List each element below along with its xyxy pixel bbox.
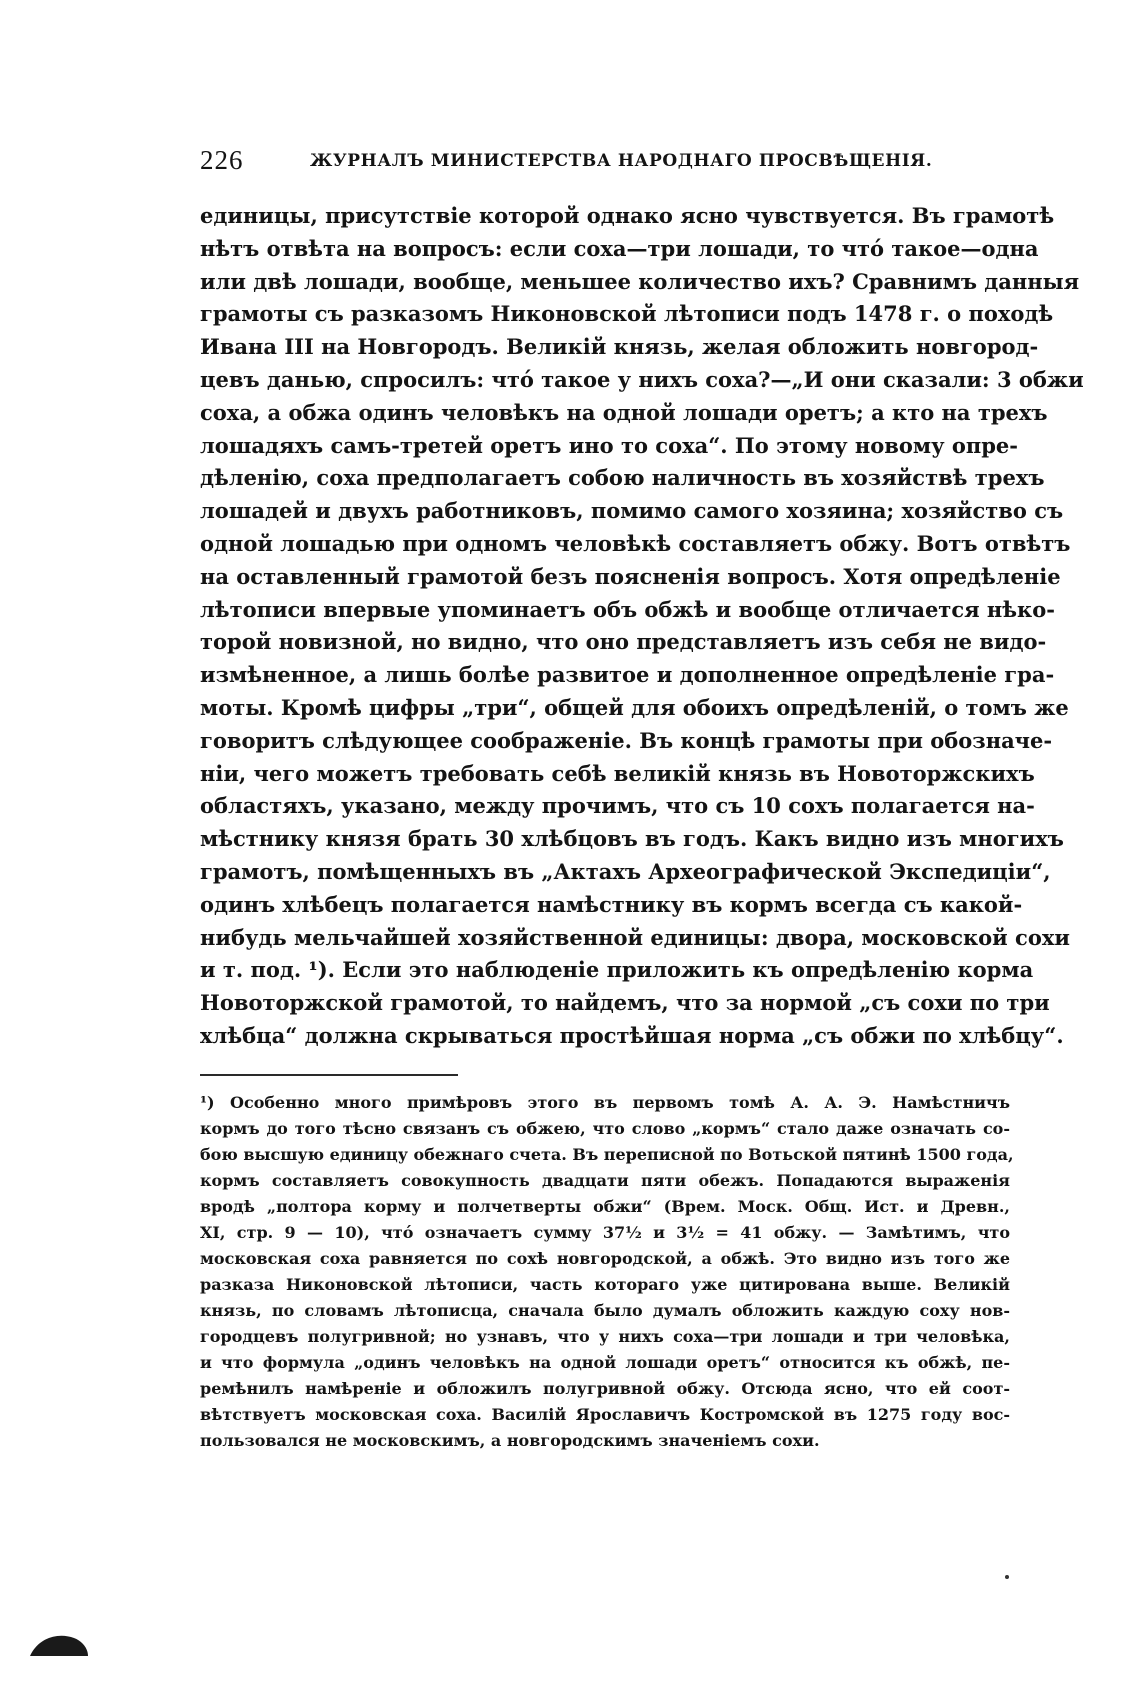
text-line: говоритъ слѣдующее соображеніе. Въ концѣ грамоты при обозначе- xyxy=(200,727,1053,753)
footnote-line: вродѣ „полтора корму и полчетверты обжи“ (Врем. Моск. Общ. Ист. и Древн., xyxy=(200,1197,1010,1216)
text-line: нѣтъ отвѣта на вопросъ: если соха—три лошади, то что́ такое—одна xyxy=(200,235,1039,261)
footnote-line: бою высшую единицу обежнаго счета. Въ переписной по Вотьской пятинѣ 1500 года, xyxy=(200,1145,1014,1164)
text-line: единицы, присутствіе которой однако ясно чувствуется. Въ грамотѣ xyxy=(200,203,1055,228)
footnote-line: городцевъ полугривной; но узнавъ, что у нихъ соха—три лошади и три человѣка, xyxy=(200,1327,1010,1346)
text-line: мѣстнику князя брать 30 хлѣбцовъ въ годъ. Какъ видно изъ многихъ xyxy=(200,826,1064,852)
main-text xyxy=(200,200,1084,1053)
running-head xyxy=(200,145,1010,181)
journal-title: ЖУРНАЛЪ МИНИСТЕРСТВА НАРОДНАГО ПРОСВѢЩЕНІЯ. xyxy=(310,151,933,171)
text-line: лѣтописи впервые упоминаетъ объ обжѣ и вообще отличается нѣко- xyxy=(200,596,1055,622)
footnote-line: вѣтствуетъ московская соха. Василій Ярославичъ Костромской въ 1275 году вос- xyxy=(200,1405,1010,1424)
footnote-line: ¹) Особенно много примѣровъ этого въ первомъ томѣ А. А. Э. Намѣстничъ xyxy=(200,1093,1010,1112)
footnote-line: XI, стр. 9 — 10), что́ означаетъ сумму 37½ и 3½ = 41 обжу. — Замѣтимъ, что xyxy=(200,1223,1010,1242)
text-line: или двѣ лошади, вообще, меньшее количество ихъ? Сравнимъ данныя xyxy=(200,268,1080,294)
footnote-line: кормъ до того тѣсно связанъ съ обжею, что слово „кормъ“ стало даже означать со- xyxy=(200,1119,1010,1138)
footnote xyxy=(200,1090,1014,1454)
page-number: 226 xyxy=(200,145,244,175)
footnote-line: князь, по словамъ лѣтописца, сначала было думалъ обложить каждую соху нов- xyxy=(200,1301,1010,1320)
text-line: одной лошадью при одномъ человѣкѣ составляетъ обжу. Вотъ отвѣтъ xyxy=(200,530,1071,556)
scan-blot-mark xyxy=(28,1630,90,1660)
text-line: измѣненное, а лишь болѣе развитое и дополненное опредѣленіе гра- xyxy=(200,662,1055,688)
text-line: торой новизной, но видно, что оно представляетъ изъ себя не видо- xyxy=(200,629,1047,655)
text-line: нибудь мельчайшей хозяйственной единицы: двора, московской сохи xyxy=(200,924,1070,950)
text-line: цевъ данью, спросилъ: что́ такое у нихъ соха?—„И они сказали: 3 обжи xyxy=(200,366,1084,392)
text-line: лошадей и двухъ работниковъ, помимо самого хозяина; хозяйство съ xyxy=(200,498,1064,524)
text-line: грамоты съ разказомъ Никоновской лѣтописи подъ 1478 г. о походѣ xyxy=(200,301,1054,327)
footnote-line: ремѣнилъ намѣреніе и обложилъ полугривной обжу. Отсюда ясно, что ей соот- xyxy=(200,1379,1010,1398)
footnote-line: пользовался не московскимъ, а новгородскимъ значеніемъ сохи. xyxy=(200,1431,820,1450)
text-line: одинъ хлѣбецъ полагается намѣстнику въ кормъ всегда съ какой- xyxy=(200,891,1023,917)
text-line: ніи, чего можетъ требовать себѣ великій князь въ Новоторжскихъ xyxy=(200,760,1035,786)
text-line: соха, а обжа одинъ человѣкъ на одной лошади оретъ; а кто на трехъ xyxy=(200,399,1048,425)
text-line: моты. Кромѣ цифры „три“, общей для обоихъ опредѣленій, о томъ же xyxy=(200,694,1069,720)
text-line: грамотъ, помѣщенныхъ въ „Актахъ Археографической Экспедиціи“, xyxy=(200,858,1051,884)
book-page xyxy=(200,0,1084,1692)
text-line: лошадяхъ самъ-третей оретъ ино то соха“. По этому новому опре- xyxy=(200,432,1018,458)
footnote-line: разказа Никоновской лѣтописи, часть котораго уже цитирована выше. Великій xyxy=(200,1275,1010,1294)
footnote-line: и что формула „одинъ человѣкъ на одной лошади оретъ“ относится къ обжѣ, пе- xyxy=(200,1353,1010,1372)
text-line: областяхъ, указано, между прочимъ, что съ 10 сохъ полагается на- xyxy=(200,793,1035,819)
text-line: Ивана III на Новгородъ. Великій князь, желая обложить новгород- xyxy=(200,334,1039,360)
text-line: Новоторжской грамотой, то найдемъ, что за нормой „съ сохи по три xyxy=(200,990,1050,1016)
footnote-divider xyxy=(200,1074,458,1076)
text-line: на оставленный грамотой безъ поясненія вопросъ. Хотя опредѣленіе xyxy=(200,563,1061,589)
footnote-line: кормъ составляетъ совокупность двадцати пяти обежъ. Попадаются выраженія xyxy=(200,1171,1010,1190)
print-speck xyxy=(1005,1575,1009,1579)
text-line: дѣленію, соха предполагаетъ собою наличность въ хозяйствѣ трехъ xyxy=(200,465,1045,491)
text-line: и т. под. ¹). Если это наблюденіе приложить къ опредѣленію корма xyxy=(200,957,1034,983)
text-line: хлѣбца“ должна скрываться простѣйшая норма „съ обжи по хлѣбцу“. xyxy=(200,1022,1064,1048)
footnote-line: московская соха равняется по сохѣ новгородской, а обжѣ. Это видно изъ того же xyxy=(200,1249,1010,1268)
